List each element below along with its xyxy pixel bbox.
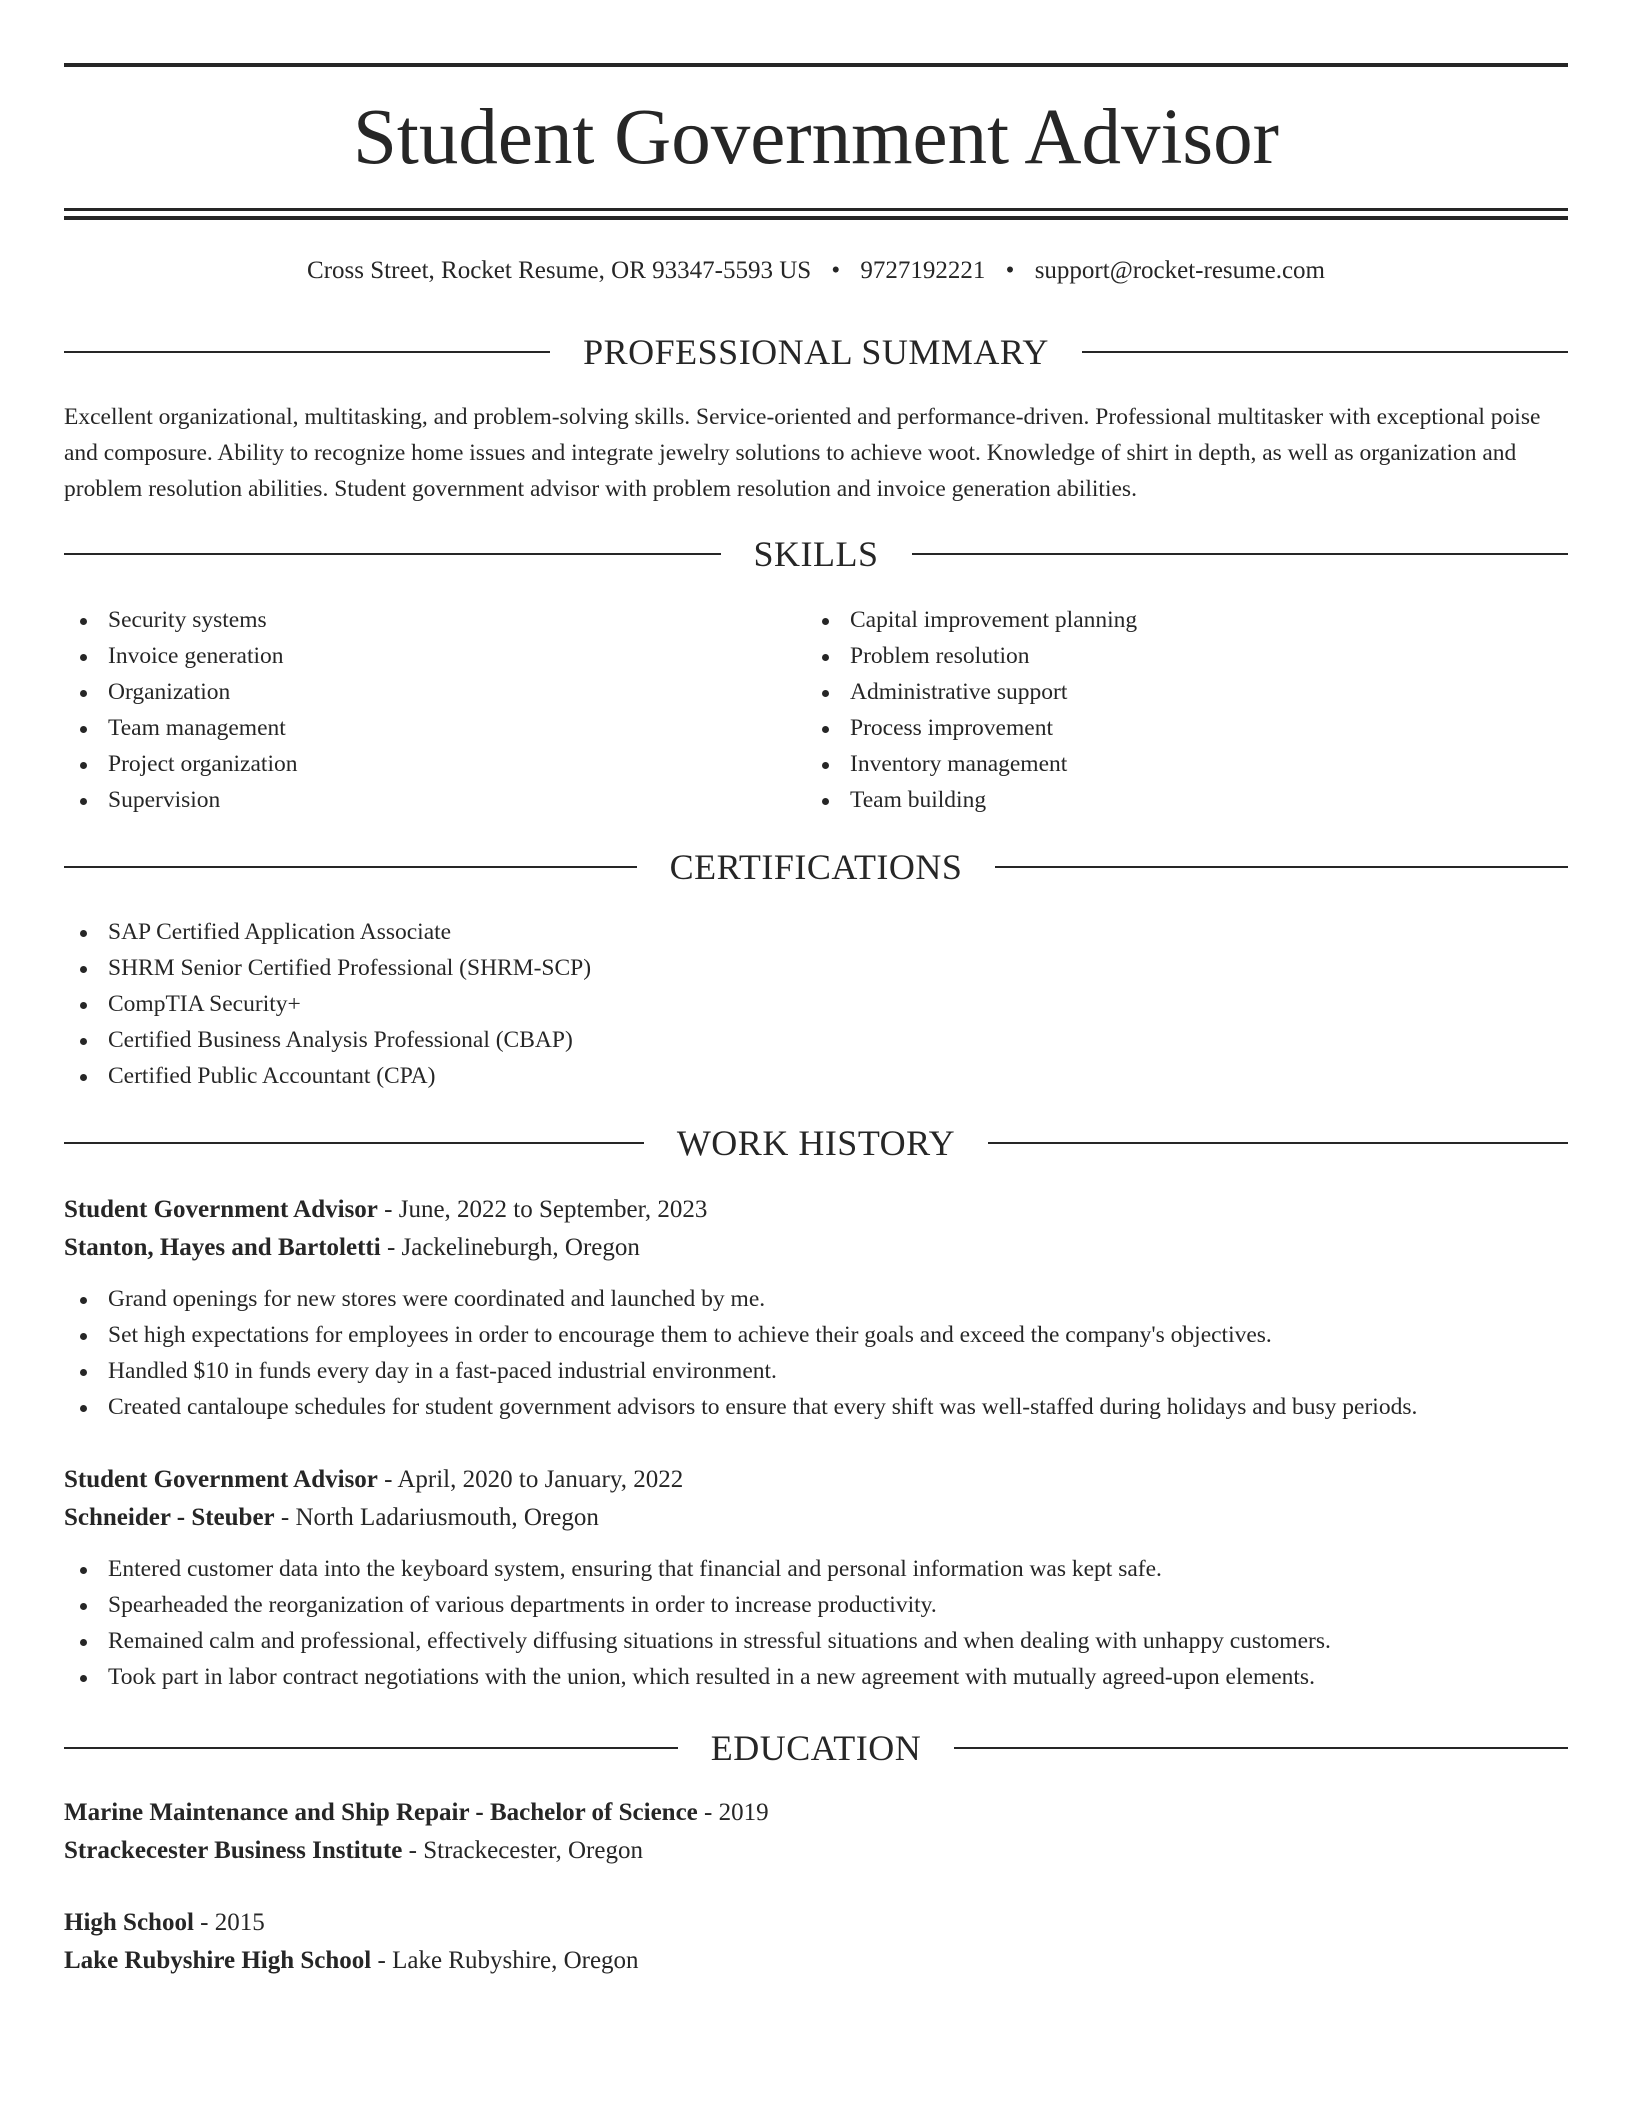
job-duty-item: Spearheaded the reorganization of various departments in order to increase productivity. xyxy=(64,1587,1568,1623)
job-duty-item: Remained calm and professional, effectively diffusing situations in stressful situations and when dealing with unhappy customers. xyxy=(64,1623,1568,1659)
job-location: - Jackelineburgh, Oregon xyxy=(380,1234,640,1261)
skill-item: Supervision xyxy=(64,782,804,818)
job-entry xyxy=(64,1191,1568,1425)
section-heading-certifications xyxy=(64,845,1568,889)
education-location: - Strackecester, Oregon xyxy=(402,1837,643,1864)
section-heading-skills xyxy=(64,532,1568,576)
skills-list-left xyxy=(64,602,804,818)
job-duty-item: Entered customer data into the keyboard system, ensuring that financial and personal information was kept safe. xyxy=(64,1551,1568,1587)
contact-address: Cross Street, Rocket Resume, OR 93347-5593 US xyxy=(307,257,812,284)
job-duty-item: Set high expectations for employees in order to encourage them to achieve their goals and exceed the company's objectives. xyxy=(64,1317,1568,1353)
heading-rule xyxy=(995,866,1568,868)
summary-text: Excellent organizational, multitasking, and problem-solving skills. Service-oriented and performance-driven. Professional multitasker with exceptional poise and composure. Ability to recognize home issues and integrate jewelry solutions to achieve woot. Knowledge of shirt in depth, as well as organization and problem resolution abilities. Student government advisor with problem resolution and invoice generation abilities. xyxy=(64,404,1541,502)
education-school-line xyxy=(64,1832,1568,1870)
section-title: PROFESSIONAL SUMMARY xyxy=(583,332,1049,372)
education-year: - 2015 xyxy=(193,1909,265,1936)
certification-item: SAP Certified Application Associate xyxy=(64,914,1568,950)
job-dates: - June, 2022 to September, 2023 xyxy=(377,1196,708,1223)
skills-list-right xyxy=(806,602,1546,818)
job-location: - North Ladariusmouth, Oregon xyxy=(274,1504,599,1531)
skill-item: Administrative support xyxy=(806,674,1546,710)
certifications-list xyxy=(64,914,1568,1094)
education-year: - 2019 xyxy=(697,1799,769,1826)
certification-item: Certified Business Analysis Professional (CBAP) xyxy=(64,1022,1568,1058)
job-duty-item: Handled $10 in funds every day in a fast-paced industrial environment. xyxy=(64,1353,1568,1389)
job-entry xyxy=(64,1461,1568,1695)
job-company: Schneider - Steuber xyxy=(64,1504,275,1531)
contact-email: support@rocket-resume.com xyxy=(1034,257,1325,284)
section-title: SKILLS xyxy=(753,534,879,574)
job-company-line xyxy=(64,1499,1568,1537)
heading-rule xyxy=(988,1142,1568,1144)
education-school: Strackecester Business Institute xyxy=(64,1837,403,1864)
section-title: EDUCATION xyxy=(710,1728,922,1768)
skill-item: Team management xyxy=(64,710,804,746)
job-duties-list xyxy=(64,1281,1568,1425)
skill-item: Problem resolution xyxy=(806,638,1546,674)
heading-rule xyxy=(64,553,721,555)
heading-rule xyxy=(954,1747,1568,1749)
section-title: CERTIFICATIONS xyxy=(669,847,963,887)
section-heading-education xyxy=(64,1726,1568,1770)
certification-item: CompTIA Security+ xyxy=(64,986,1568,1022)
section-heading-work-history xyxy=(64,1121,1568,1165)
skill-item: Invoice generation xyxy=(64,638,804,674)
section-heading-summary xyxy=(64,330,1568,374)
skill-item: Project organization xyxy=(64,746,804,782)
job-duty-item: Created cantaloupe schedules for student government advisors to ensure that every shift was well-staffed during holidays and busy periods. xyxy=(64,1389,1568,1425)
certification-item: SHRM Senior Certified Professional (SHRM-SCP) xyxy=(64,950,1568,986)
section-title: WORK HISTORY xyxy=(676,1123,956,1163)
contact-line xyxy=(64,253,1568,289)
heading-rule xyxy=(1082,351,1568,353)
job-duty-item: Took part in labor contract negotiations with the union, which resulted in a new agreement with mutually agreed-upon elements. xyxy=(64,1659,1568,1695)
skill-item: Organization xyxy=(64,674,804,710)
education-school: Lake Rubyshire High School xyxy=(64,1947,372,1974)
education-degree: Marine Maintenance and Ship Repair - Bachelor of Science xyxy=(64,1799,698,1826)
skill-item: Security systems xyxy=(64,602,804,638)
education-entry xyxy=(64,1904,1568,1980)
job-company: Stanton, Hayes and Bartoletti xyxy=(64,1234,381,1261)
contact-phone: 9727192221 xyxy=(860,257,986,284)
skill-item: Process improvement xyxy=(806,710,1546,746)
page-title: Student Government Advisor xyxy=(353,94,1279,181)
job-title-line xyxy=(64,1191,1568,1229)
heading-rule xyxy=(64,1747,678,1749)
heading-rule xyxy=(64,351,550,353)
job-duty-item: Grand openings for new stores were coordinated and launched by me. xyxy=(64,1281,1568,1317)
job-title: Student Government Advisor xyxy=(64,1466,378,1493)
skill-item: Team building xyxy=(806,782,1546,818)
education-degree-line xyxy=(64,1794,1568,1832)
heading-rule xyxy=(64,866,637,868)
contact-separator: • xyxy=(1005,257,1015,284)
education-degree: High School xyxy=(64,1909,194,1936)
heading-rule xyxy=(912,553,1569,555)
job-dates: - April, 2020 to January, 2022 xyxy=(377,1466,684,1493)
education-degree-line xyxy=(64,1904,1568,1942)
education-entry xyxy=(64,1794,1568,1870)
title-rule-lower xyxy=(64,216,1568,220)
education-school-line xyxy=(64,1942,1568,1980)
job-duties-list xyxy=(64,1551,1568,1695)
job-title-line xyxy=(64,1461,1568,1499)
top-rule xyxy=(64,63,1568,67)
job-company-line xyxy=(64,1229,1568,1267)
skill-item: Capital improvement planning xyxy=(806,602,1546,638)
contact-separator: • xyxy=(831,257,841,284)
job-title: Student Government Advisor xyxy=(64,1196,378,1223)
heading-rule xyxy=(64,1142,644,1144)
title-rule-upper xyxy=(64,208,1568,211)
skill-item: Inventory management xyxy=(806,746,1546,782)
education-location: - Lake Rubyshire, Oregon xyxy=(371,1947,639,1974)
certification-item: Certified Public Accountant (CPA) xyxy=(64,1058,1568,1094)
